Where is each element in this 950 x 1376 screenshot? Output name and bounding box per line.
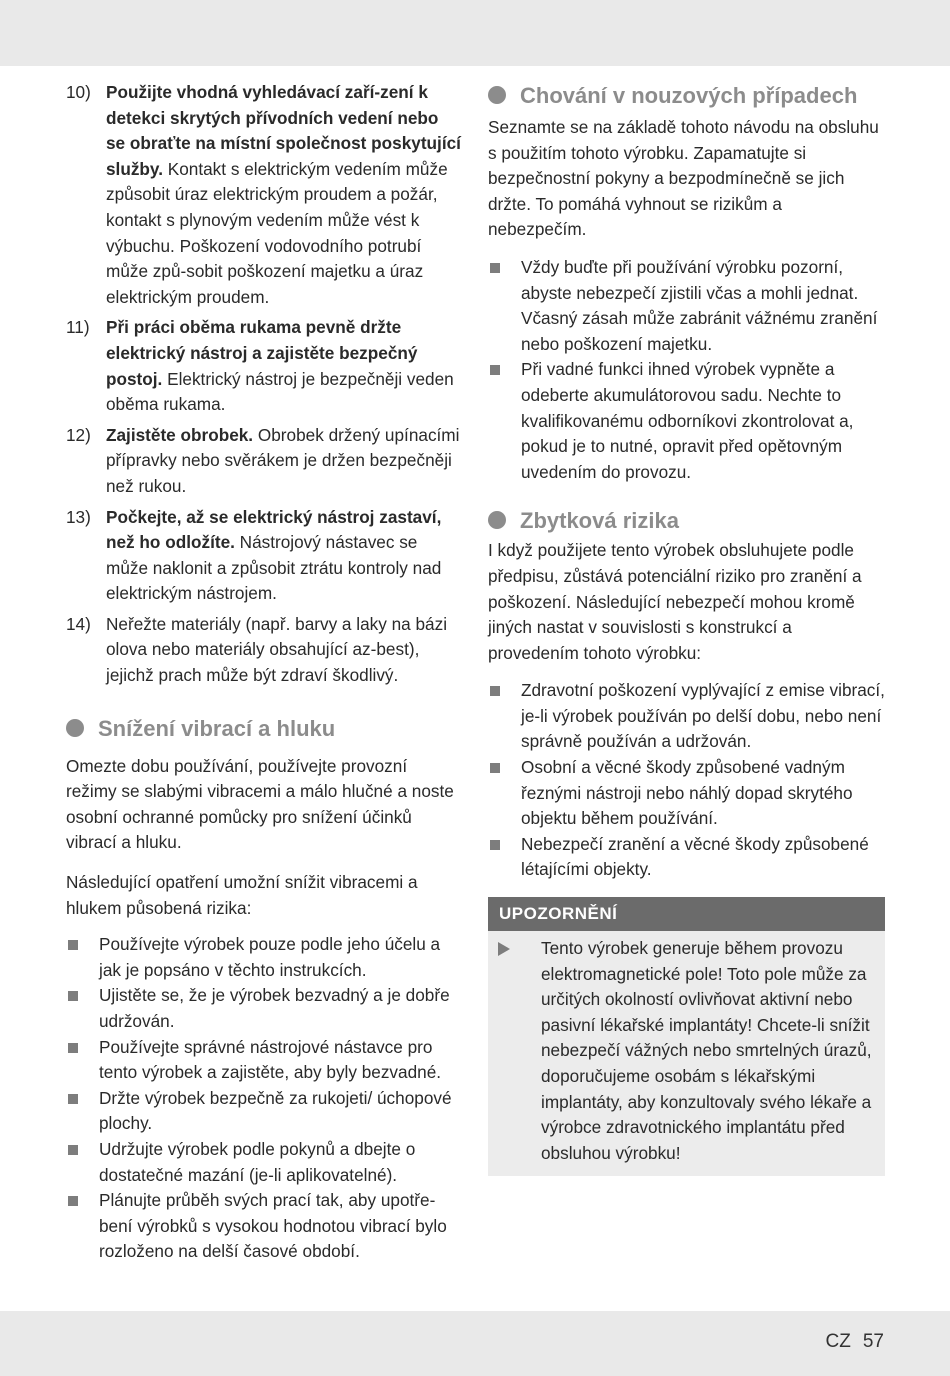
list-item: Udržujte výrobek podle pokynů a dbejte o dostatečné mazání (je-li aplikovatelné).: [66, 1137, 462, 1188]
item-text: Obrobek držený upínacími přípravky nebo svěrákem je držen bezpečněji než rukou.: [106, 424, 460, 496]
square-bullet-icon: [490, 365, 500, 375]
item-number: 13): [66, 506, 91, 527]
list-item: Používejte správné nástrojové nástavce pro tento výrobek a zajistěte, aby byly bezvadné.: [66, 1035, 462, 1086]
list-item: Vždy buďte při používání výrobku pozorní, abyste nebezpečí zjistili včas a mohli jednat. Včasný zásah může zabránit vážnému zranění nebo poškození majetku.: [488, 255, 885, 357]
item-bold-text: Počkejte, až se elektrický nástroj zastaví, než ho odložíte.: [106, 506, 442, 553]
item-number: 11): [66, 317, 90, 338]
warning-title: UPOZORNĚNÍ: [488, 897, 885, 931]
section-heading-emergency: [488, 80, 885, 111]
item-text: Neřežte materiály (např. barvy a laky na bázi olova nebo materiály obsahující az-best), jejichž prach může být zdraví škodlivý.: [106, 613, 448, 686]
numbered-item-11: [66, 315, 462, 417]
square-bullet-icon: [68, 940, 78, 950]
header-band: [0, 0, 950, 66]
paragraph: Seznamte se na základě tohoto návodu na obsluhu s použitím tohoto výrobku. Zapamatujte si bezpečnostní pokyny a bezpodmínečně se jich držte. To pomáhá vyhnout se rizikům a nebezpečím.: [488, 117, 879, 240]
square-bullet-icon: [490, 840, 500, 850]
left-column: [66, 80, 462, 1265]
numbered-item-14: [66, 612, 462, 689]
item-text: Elektrický nástroj je bezpečněji veden oběma rukama.: [106, 368, 454, 415]
item-bold-text: Při práci oběma rukama pevně držte elektrický nástroj a zajistěte bezpečný postoj.: [106, 317, 418, 389]
square-bullet-icon: [68, 1094, 78, 1104]
bullet-list: [66, 932, 462, 1265]
paragraph: Omezte dobu používání, používejte provozní režimy se slabými vibracemi a málo hlučné a noste osobní ochranné pomůcky pro snížení účinků vibrací a hluku.: [66, 755, 454, 853]
item-text: Kontakt s elektrickým vedením může způsobit úraz elektrickým proudem a požár, kontakt s plynovým vedením může vést k výbuchu. Poškození vodovodního potrubí může způ-sobit poškození majetku a úraz elektrickým proudem.: [106, 158, 448, 307]
item-bold-text: Použijte vhodná vyhledávací zaří-zení k detekci skrytých přívodních vedení nebo se obraťte na místní společnost poskytující služby.: [106, 82, 461, 179]
square-bullet-icon: [68, 991, 78, 1001]
item-number: 14): [66, 613, 91, 634]
section-heading-residual-risks: [488, 505, 885, 536]
square-bullet-icon: [490, 686, 500, 696]
numbered-item-13: [66, 505, 462, 607]
list-item: Držte výrobek bezpečně za rukojeti/ úchopové plochy.: [66, 1086, 462, 1137]
list-item: Při vadné funkci ihned výrobek vypněte a odeberte akumulátorovou sadu. Nechte to kvalifikovanému odborníkovi zkontrolovat a, pokud je to nutné, opravit před opětovným uvedením do provozu.: [488, 357, 885, 485]
list-item: Osobní a věcné škody způsobené vadným řeznými nástroji nebo náhlý dopad skrytého objektu během používání.: [488, 755, 885, 832]
numbered-item-10: [66, 80, 462, 310]
warning-text: Tento výrobek generuje během provozu elektromagnetické pole! Toto pole může za určitých okolností ovlivňovat aktivní nebo pasivní lékařské implantáty! Chcete-li snížit nebezpečí vážných nebo smrtelných úrazů, doporučujeme osobám s lékařskými implantáty, aby konzultovaly svého lékaře a výrobce zdravotnického implantátu před obsluhou výrobku!: [541, 938, 872, 1163]
list-item: Plánujte průběh svých prací tak, aby upotře-bení výrobků s vysokou hodnotou vibrací bylo rozloženo na delší časové období.: [66, 1188, 462, 1265]
section-bullet-icon: [66, 719, 84, 737]
list-item: Ujistěte se, že je výrobek bezvadný a je dobře udržován.: [66, 983, 462, 1034]
square-bullet-icon: [68, 1196, 78, 1206]
page-footer: [814, 1331, 884, 1353]
section-bullet-icon: [488, 511, 506, 529]
list-item: Zdravotní poškození vyplývající z emise vibrací, je-li výrobek používán po delší dobu, nebo není správně používán a udržován.: [488, 678, 885, 755]
item-bold-text: Zajistěte obrobek.: [106, 424, 254, 445]
section-title: Zbytková rizika: [520, 508, 679, 534]
bullet-list: [488, 255, 885, 485]
item-number: 12): [66, 424, 91, 445]
right-column: [488, 80, 885, 1176]
list-item: Používejte výrobek pouze podle jeho účelu a jak je popsáno v těchto instrukcích.: [66, 932, 462, 983]
square-bullet-icon: [490, 763, 500, 773]
section-bullet-icon: [488, 86, 506, 104]
warning-box: [488, 897, 885, 1176]
section-heading-vibration: [66, 713, 462, 744]
section-title: Chování v nouzových případech: [520, 83, 858, 108]
list-item: Nebezpečí zranění a věcné škody způsobené létajícími objekty.: [488, 832, 885, 883]
page-number: 57: [862, 1331, 884, 1352]
square-bullet-icon: [68, 1145, 78, 1155]
numbered-item-12: [66, 423, 462, 500]
bullet-list: [488, 678, 885, 883]
footer-band: [0, 1311, 950, 1376]
paragraph: I když použijete tento výrobek obsluhujete podle předpisu, zůstává potenciální riziko pro zranění a poškození. Následující nebezpečí mohou kromě jiných nastat v souvislosti s konstrukcí a provedením tohoto výrobku:: [488, 540, 862, 663]
item-number: 10): [66, 82, 91, 102]
section-title: Snížení vibrací a hluku: [98, 715, 336, 741]
square-bullet-icon: [490, 263, 500, 273]
square-bullet-icon: [68, 1043, 78, 1053]
language-code: CZ: [825, 1331, 851, 1352]
item-text: Nástrojový nástavec se může naklonit a způsobit ztrátu kontroly nad elektrickým nástrojem.: [106, 532, 442, 604]
paragraph: Následující opatření umožní snížit vibracemi a hlukem působená rizika:: [66, 872, 418, 918]
arrow-right-icon: [498, 942, 522, 956]
